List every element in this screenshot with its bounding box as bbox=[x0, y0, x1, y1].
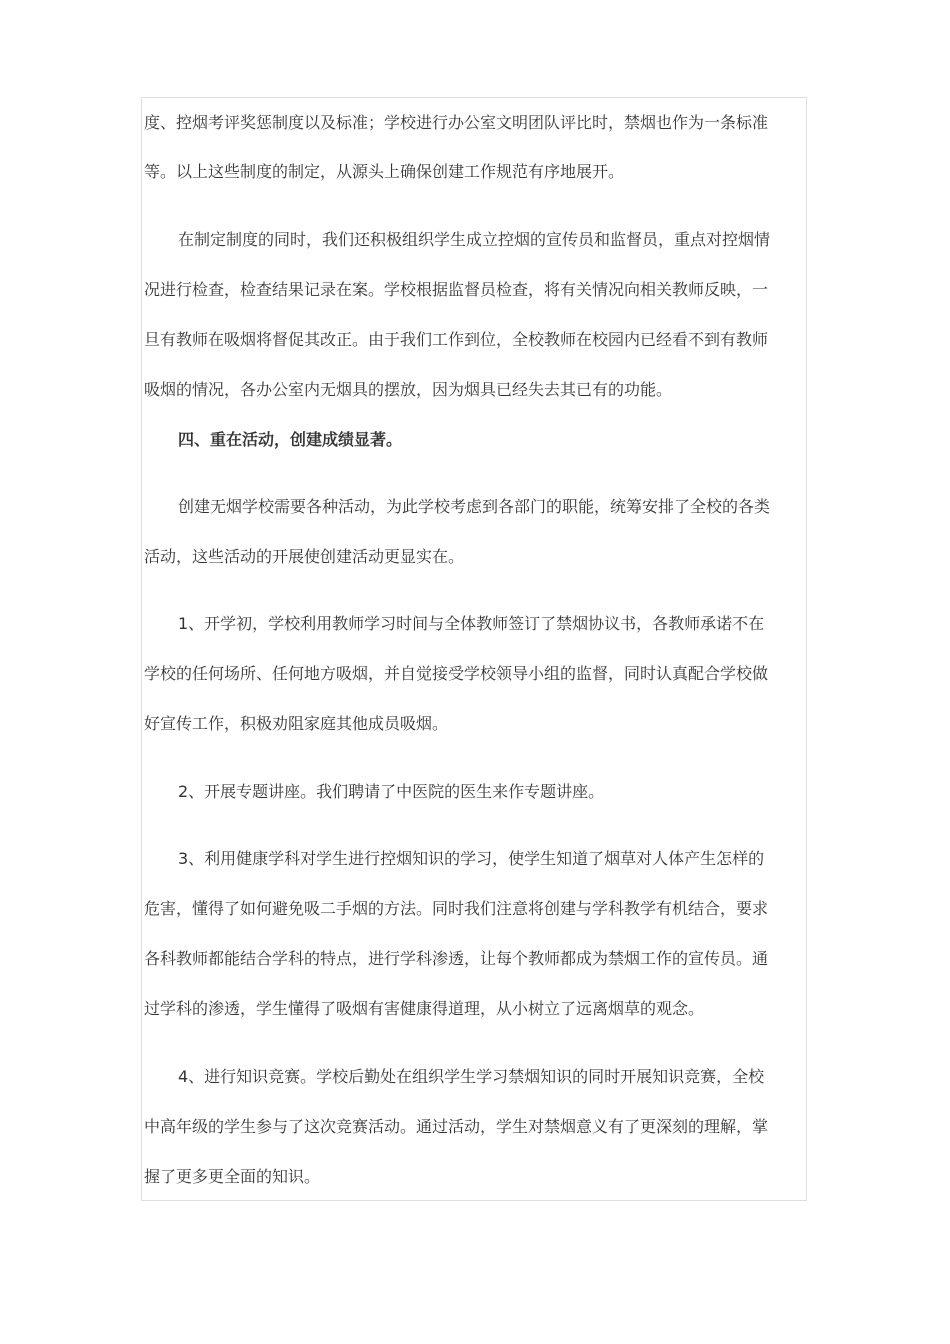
list-item-line: 各科教师都能结合学科的特点，进行学科渗透，让每个教师都成为禁烟工作的宣传员。通 bbox=[144, 949, 769, 968]
paragraph-line: 度、控烟考评奖惩制度以及标准；学校进行办公室文明团队评比时，禁烟也作为一条标准 bbox=[144, 113, 769, 132]
paragraph-line: 在制定制度的同时，我们还积极组织学生成立控烟的宣传员和监督员，重点对控烟情 bbox=[178, 230, 771, 249]
paragraph-line: 活动，这些活动的开展使创建活动更显实在。 bbox=[144, 547, 465, 566]
paragraph-line: 创建无烟学校需要各种活动，为此学校考虑到各部门的职能，统筹安排了全校的各类 bbox=[178, 497, 771, 516]
list-item-line: 好宣传工作，积极劝阻家庭其他成员吸烟。 bbox=[144, 714, 449, 733]
paragraph-line: 等。以上这些制度的制定，从源头上确保创建工作规范有序地展开。 bbox=[144, 162, 625, 181]
paragraph-line: 况进行检查，检查结果记录在案。学校根据监督员检查，将有关情况向相关教师反映，一 bbox=[144, 280, 769, 299]
paragraph-line: 旦有教师在吸烟将督促其改正。由于我们工作到位，全校教师在校园内已经看不到有教师 bbox=[144, 330, 769, 349]
list-item-line: 2、开展专题讲座。我们聘请了中医院的医生来作专题讲座。 bbox=[178, 782, 605, 801]
list-item-line: 学校的任何场所、任何地方吸烟，并自觉接受学校领导小组的监督，同时认真配合学校做 bbox=[144, 664, 769, 683]
list-item-line: 1、开学初，学校利用教师学习时间与全体教师签订了禁烟协议书，各教师承诺不在 bbox=[178, 614, 765, 633]
list-item-line: 过学科的渗透，学生懂得了吸烟有害健康得道理，从小树立了远离烟草的观念。 bbox=[144, 999, 705, 1018]
list-item-line: 3、利用健康学科对学生进行控烟知识的学习，使学生知道了烟草对人体产生怎样的 bbox=[178, 849, 765, 868]
paragraph-line: 吸烟的情况，各办公室内无烟具的摆放，因为烟具已经失去其已有的功能。 bbox=[144, 380, 673, 399]
list-item-line: 握了更多更全面的知识。 bbox=[144, 1167, 321, 1186]
list-item-line: 中高年级的学生参与了这次竞赛活动。通过活动，学生对禁烟意义有了更深刻的理解，掌 bbox=[144, 1117, 769, 1136]
list-item-line: 4、进行知识竞赛。学校后勤处在组织学生学习禁烟知识的同时开展知识竞赛，全校 bbox=[178, 1067, 765, 1086]
content-frame bbox=[141, 97, 807, 1201]
list-item-line: 危害，懂得了如何避免吸二手烟的方法。同时我们注意将创建与学科教学有机结合，要求 bbox=[144, 899, 769, 918]
section-heading: 四、重在活动，创建成绩显著。 bbox=[178, 430, 403, 449]
